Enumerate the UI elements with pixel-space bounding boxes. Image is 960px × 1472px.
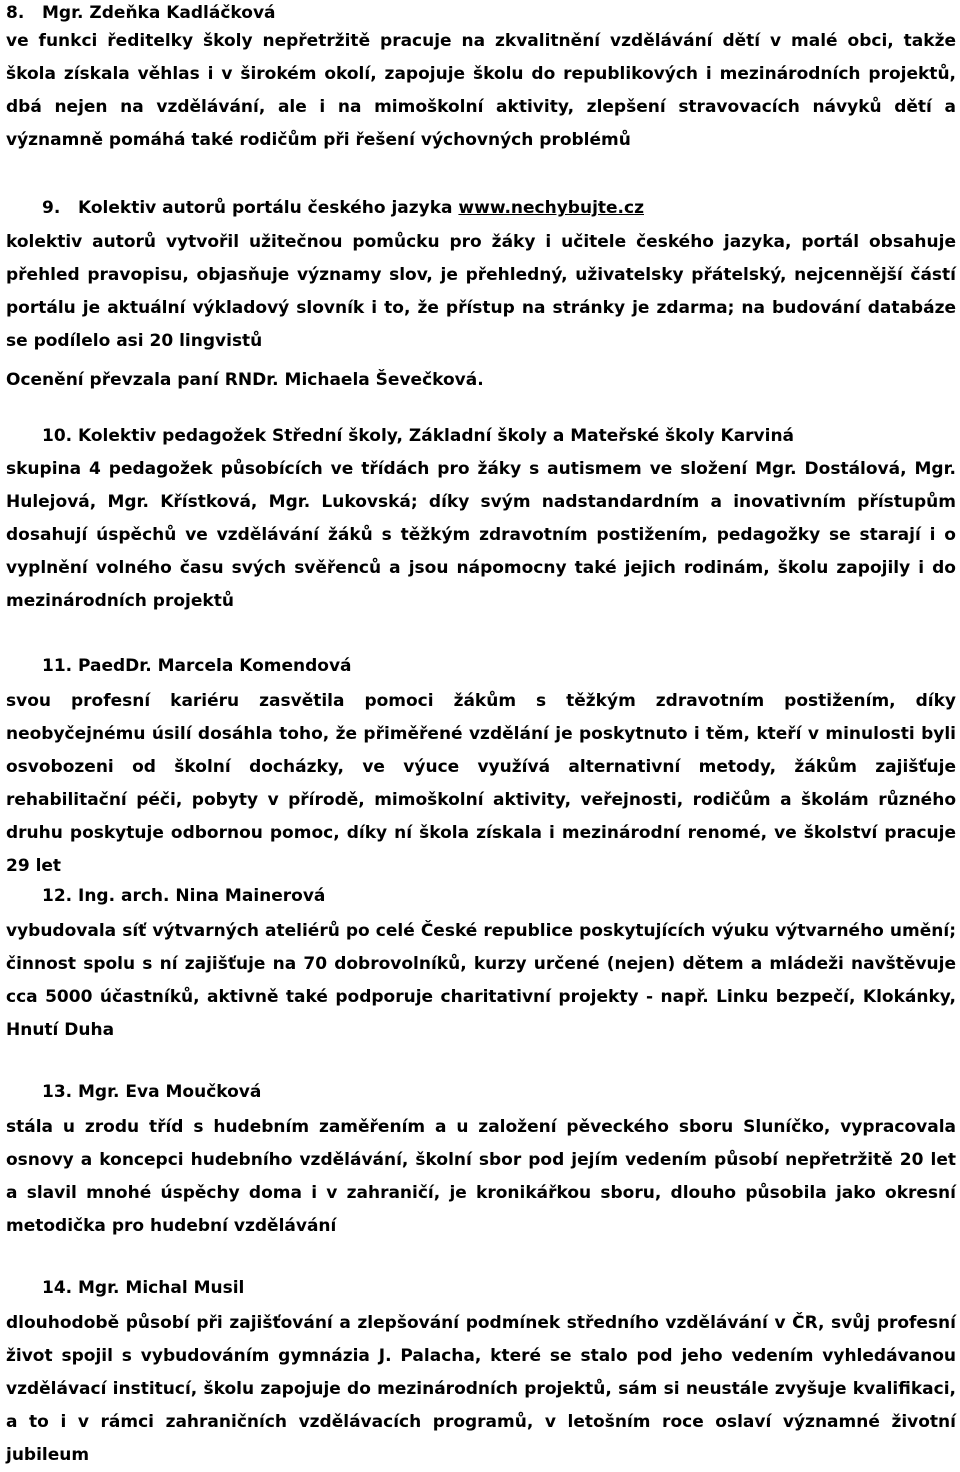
award-entry-10 xyxy=(6,424,956,618)
entry-number: 8. xyxy=(6,3,25,23)
award-entry-13 xyxy=(6,1080,956,1243)
award-entry-9 xyxy=(6,196,956,397)
entry-description: kolektiv autorů vytvořil užitečnou pomůcku pro žáky i učitele českého jazyka, portál obsahuje přehled pravopisu, objasňuje významy slov, je přehledný, uživatelsky přátelský, nejcennější částí portálu je aktuální výkladový slovník i to, že přístup na stránky je zdarma; na budování databáze se podílelo asi 20 lingvistů xyxy=(6,232,956,351)
entry-name: Ing. arch. Nina Mainerová xyxy=(78,886,326,906)
entry-number: 10. xyxy=(42,426,73,446)
entry-name: Mgr. Eva Moučková xyxy=(78,1082,262,1102)
entry-name: Mgr. Michal Musil xyxy=(78,1278,245,1298)
entry-heading xyxy=(6,196,956,220)
entry-description: stála u zrodu tříd s hudebním zaměřením a u založení pěveckého sboru Sluníčko, vypracovala osnovy a koncepci hudebního vzdělávání, školní sbor pod jejím vedením působí nepřetržitě 20 let a slavil mnohé úspěchy doma i v zahraničí, je kronikářkou sboru, dlouho působila jako okresní metodička pro hudební vzdělávání xyxy=(6,1117,956,1236)
award-entry-11 xyxy=(6,654,956,883)
entry-description: dlouhodobě působí při zajišťování a zlepšování podmínek středního vzdělávání v ČR, svůj profesní život spojil s vybudováním gymnázia J. Palacha, které se stalo pod jeho vedením vyhledávanou vzdělávací institucí, školu zapojuje do mezinárodních projektů, sám si neustále zvyšuje kvalifikaci, a to i v rámci zahraničních vzdělávacích programů, v letošním roce oslaví významné životní jubileum xyxy=(6,1313,956,1465)
portal-link[interactable]: www.nechybujte.cz xyxy=(458,198,644,218)
entry-description: ve funkci ředitelky školy nepřetržitě pracuje na zkvalitnění vzdělávání dětí v malé obci, takže škola získala věhlas i v širokém okolí, zapojuje školu do republikových i mezinárodních projektů, dbá nejen na vzdělávání, ale i na mimoškolní aktivity, zlepšení stravovacích návyků dětí a významně pomáhá také rodičům při řešení výchovných problémů xyxy=(6,31,956,150)
entry-number: 9. xyxy=(42,198,61,218)
entry-name: Kolektiv pedagožek Střední školy, Základní školy a Mateřské školy Karviná xyxy=(78,426,795,446)
entry-description: skupina 4 pedagožek působících ve třídách pro žáky s autismem ve složení Mgr. Dostálová, Mgr. Hulejová, Mgr. Křístková, Mgr. Lukovská; díky svým nadstandardním a inovativním přístupům dosahují úspěchů ve vzdělávání žáků s těžkým zdravotním postižením, pedagožky se starají i o vyplnění volného času svých svěřenců a jsou nápomocny také jejich rodinám, školu zapojily i do mezinárodních projektů xyxy=(6,459,956,611)
entry-name: PaedDr. Marcela Komendová xyxy=(78,656,352,676)
award-entry-14 xyxy=(6,1276,956,1472)
entry-number: 12. xyxy=(42,886,73,906)
entry-description: svou profesní kariéru zasvětila pomoci žákům s těžkým zdravotním postižením, díky neobyčejnému úsilí dosáhla toho, že přiměřené vzdělání je poskytnuto i těm, kteří v minulosti byli osvobozeni od školní docházky, ve výuce využívá alternativní metody, žákům zajišťuje rehabilitační péči, pobyty v přírodě, mimoškolní aktivity, veřejnosti, rodičům a školám různého druhu poskytuje odbornou pomoc, díky ní škola získala i mezinárodní renomé, ve školství pracuje 29 let xyxy=(6,691,956,876)
entry-heading xyxy=(6,654,956,678)
entry-name: Mgr. Zdeňka Kadláčková xyxy=(42,3,276,23)
entry-heading xyxy=(6,884,956,908)
entry-heading xyxy=(6,1276,956,1300)
entry-name: Kolektiv autorů portálu českého jazyka xyxy=(78,198,453,218)
entry-note: Ocenění převzala paní RNDr. Michaela Ševečková. xyxy=(6,370,484,390)
entry-number: 11. xyxy=(42,656,73,676)
entry-heading xyxy=(6,424,956,448)
entry-number: 14. xyxy=(42,1278,73,1298)
entry-description: vybudovala síť výtvarných ateliérů po celé České republice poskytujících výuku výtvarného umění; činnost spolu s ní zajišťuje na 70 dobrovolníků, kurzy určené (nejen) dětem a mládeži navštěvuje cca 5000 účastníků, aktivně také podporuje charitativní projekty - např. Linku bezpečí, Klokánky, Hnutí Duha xyxy=(6,921,956,1040)
entry-heading xyxy=(6,1,956,25)
award-entry-8 xyxy=(6,1,956,157)
award-entry-12 xyxy=(6,884,956,1047)
entry-heading xyxy=(6,1080,956,1104)
entry-number: 13. xyxy=(42,1082,73,1102)
